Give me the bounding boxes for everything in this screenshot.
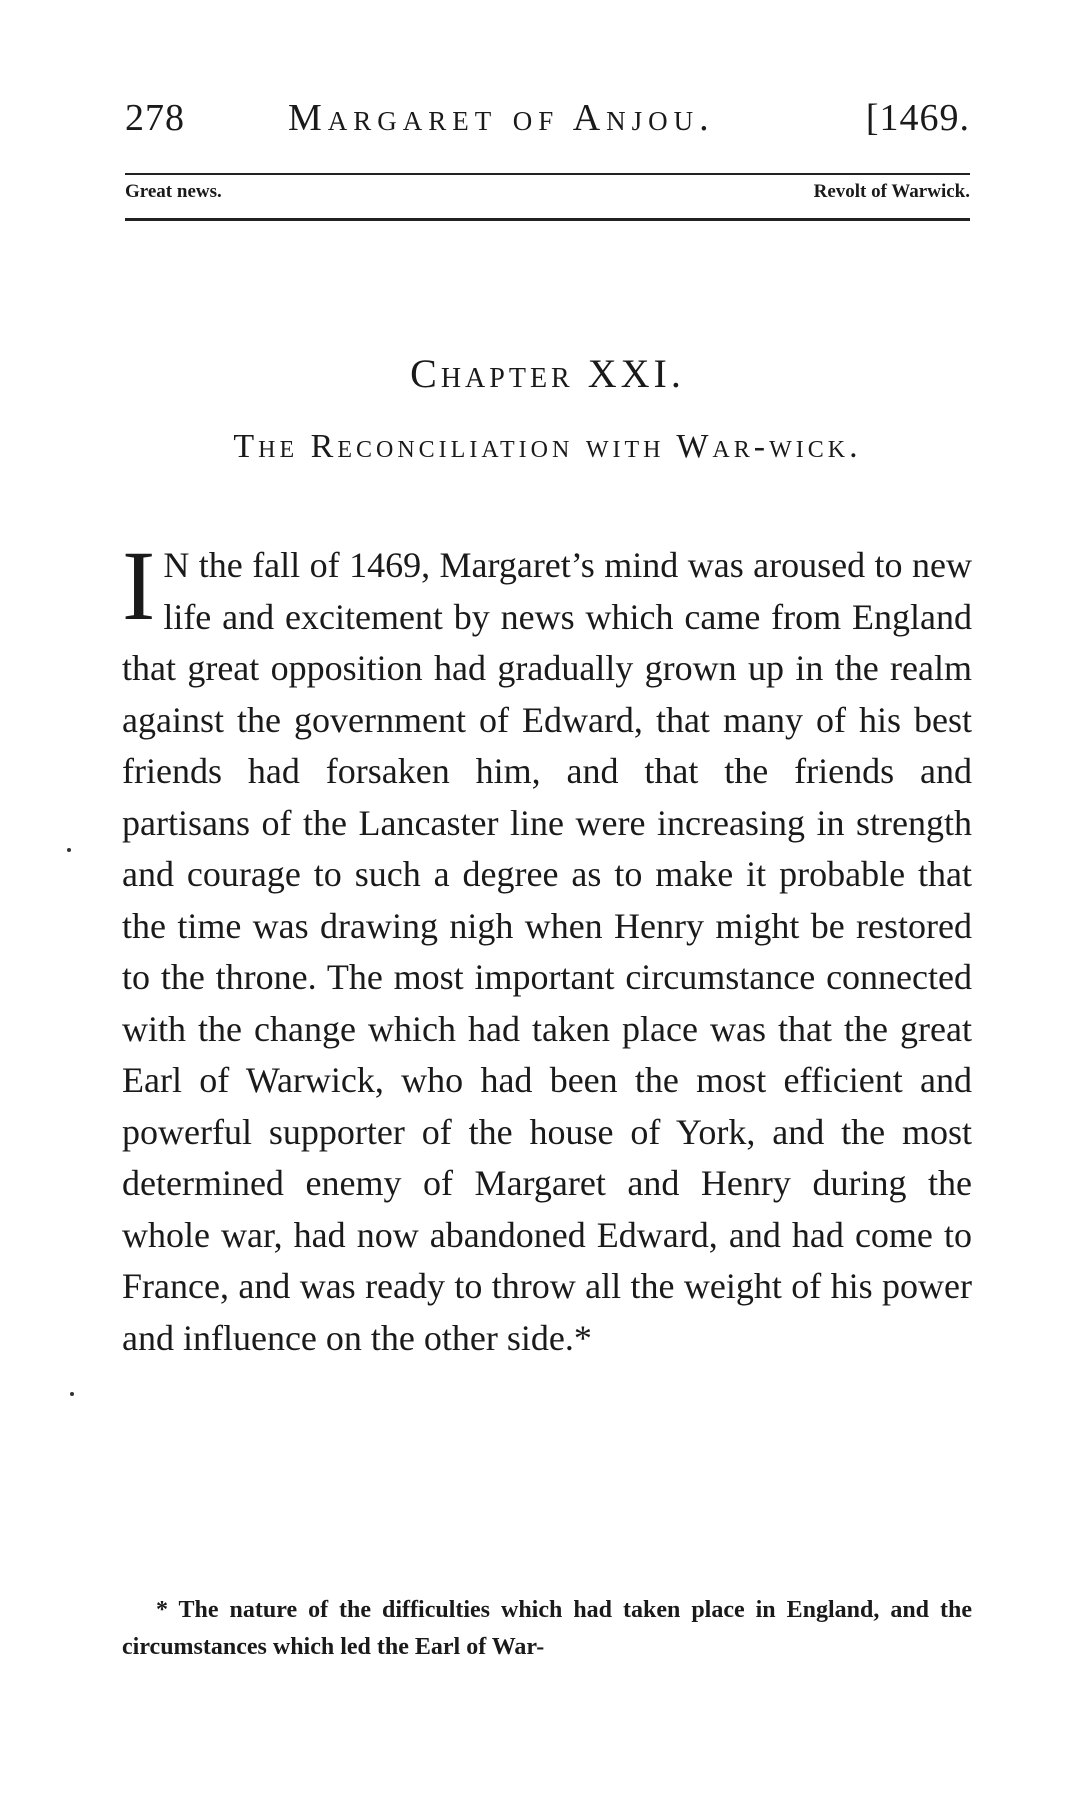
page-number: 278 (125, 97, 185, 139)
ink-speck (70, 1392, 74, 1396)
body-paragraph (122, 530, 972, 1364)
running-head (125, 96, 970, 146)
header-year: [1469. (865, 97, 970, 139)
side-note-left: Great news. (125, 181, 222, 202)
chapter-number: Chapter XXI. (410, 351, 685, 396)
book-title: Margaret of Anjou. (288, 97, 715, 139)
drop-cap: I (122, 530, 156, 641)
footnote-text: * The nature of the difficulties which had taken place in England, and the circumstances which led the Earl of War- (122, 1597, 972, 1660)
header-rule-top (125, 173, 970, 175)
paragraph-text: N the fall of 1469, Margaret’s mind was aroused to new life and excitement by news which came from England that great opposition had gradually grown up in the realm against the government of Edward, that many of his best friends had forsaken him, and that the friends and partisans of the Lancaster line were increasing in strength and courage to such a degree as to make it probable that the time was drawing nigh when Henry might be restored to the throne. The most important circumstance connected with the change which had taken place was that the great Earl of Warwick, who had been the most efficient and powerful supporter of the house of York, and the most determined enemy of Margaret and Henry during the whole war, had now abandoned Edward, and had come to France, and was ready to throw all the weight of his power and influence on the other side.* (122, 545, 972, 1358)
side-notes (125, 181, 970, 205)
chapter-title: The Reconciliation with War-wick. (233, 428, 862, 465)
footnote (122, 1592, 972, 1666)
side-note-right: Revolt of Warwick. (813, 181, 970, 202)
ink-speck (67, 848, 71, 852)
header-rule-bottom (125, 218, 970, 221)
